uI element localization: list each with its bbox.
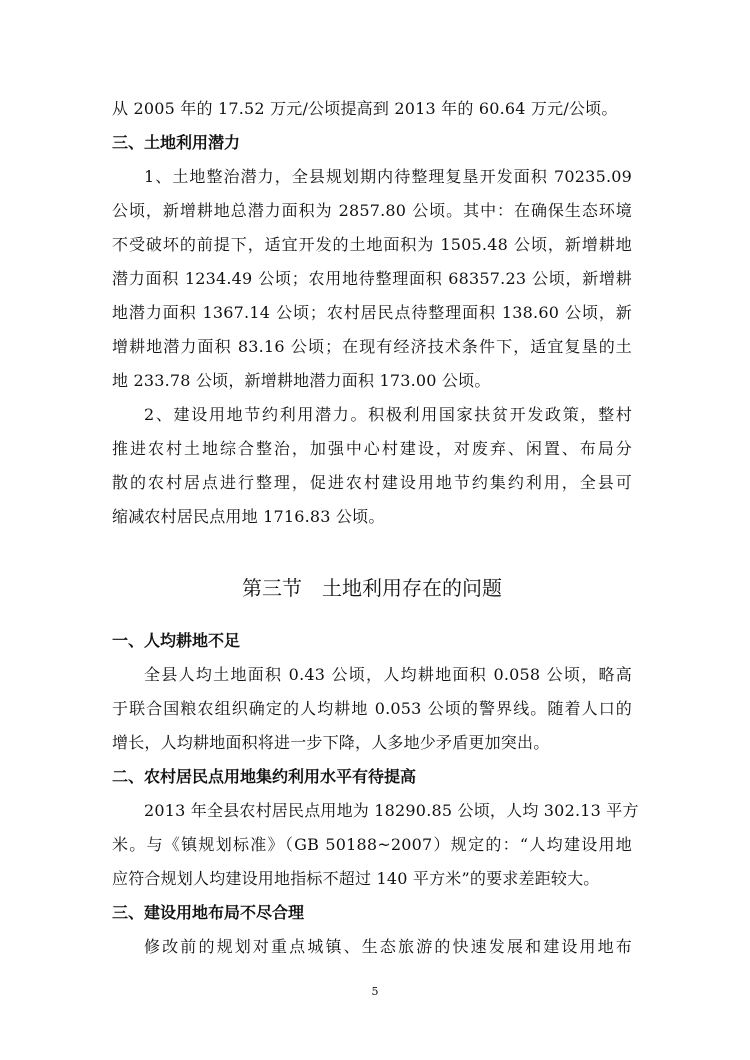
heading-per-capita-farmland: 一、人均耕地不足 [112, 631, 241, 650]
document-page [112, 92, 639, 964]
heading-land-use-potential: 三、土地利用潜力 [112, 133, 241, 152]
para-farmland-line-1: 全县人均土地面积 0.43 公顷，人均耕地面积 0.058 公顷，略高 [144, 665, 632, 684]
para-consolidation-line-4: 潜力面积 1234.49 公顷；农用地待整理面积 68357.23 公顷，新增耕 [112, 269, 632, 288]
para-layout-line-1: 修改前的规划对重点城镇、生态旅游的快速发展和建设用地布 [144, 937, 632, 956]
heading-rural-settlement: 二、农村居民点用地集约利用水平有待提高 [112, 767, 417, 786]
para-farmland-line-2: 于联合国粮农组织确定的人均耕地 0.053 公顷的警界线。随着人口的 [112, 699, 632, 718]
para-consolidation-line-7: 地 233.78 公顷，新增耕地潜力面积 173.00 公顷。 [112, 371, 491, 390]
para-consolidation-line-1: 1、土地整治潜力，全县规划期内待整理复垦开发面积 70235.09 [144, 167, 632, 186]
para-construction-line-3: 散的农村居点进行整理，促进农村建设用地节约集约利用，全县可 [112, 473, 632, 492]
heading-construction-layout: 三、建设用地布局不尽合理 [112, 903, 305, 922]
para-consolidation-line-2: 公顷，新增耕地总潜力面积为 2857.80 公顷。其中：在确保生态环境 [112, 201, 632, 220]
para-consolidation-line-6: 增耕地潜力面积 83.16 公顷；在现有经济技术条件下，适宜复垦的土 [112, 337, 632, 356]
continuation-line: 从 2005 年的 17.52 万元/公顷提高到 2013 年的 60.64 万元/公顷。 [112, 99, 618, 118]
para-construction-line-2: 推进农村土地综合整治，加强中心村建设，对废弃、闲置、布局分 [112, 439, 632, 458]
para-consolidation-line-5: 地潜力面积 1367.14 公顷；农村居民点待整理面积 138.60 公顷，新 [112, 303, 632, 322]
para-rural-line-2: 米。与《镇规划标准》（GB 50188~2007）规定的：“人均建设用地 [112, 835, 632, 854]
para-consolidation-line-3: 不受破坏的前提下，适宜开发的土地面积为 1505.48 公顷，新增耕地 [112, 235, 632, 254]
section-title: 第三节 土地利用存在的问题 [242, 576, 502, 600]
para-construction-line-1: 2、建设用地节约利用潜力。积极利用国家扶贫开发政策，整村 [144, 405, 632, 424]
page-number: 5 [371, 985, 379, 998]
para-farmland-line-3: 增长，人均耕地面积将进一步下降，人多地少矛盾更加突出。 [112, 733, 550, 752]
para-construction-line-4: 缩减农村居民点用地 1716.83 公顷。 [112, 507, 385, 526]
para-rural-line-1: 2013 年全县农村居民点用地为 18290.85 公顷，人均 302.13 平方 [144, 801, 639, 820]
para-rural-line-3: 应符合规划人均建设用地指标不超过 140 平方米”的要求差距较大。 [112, 869, 600, 888]
